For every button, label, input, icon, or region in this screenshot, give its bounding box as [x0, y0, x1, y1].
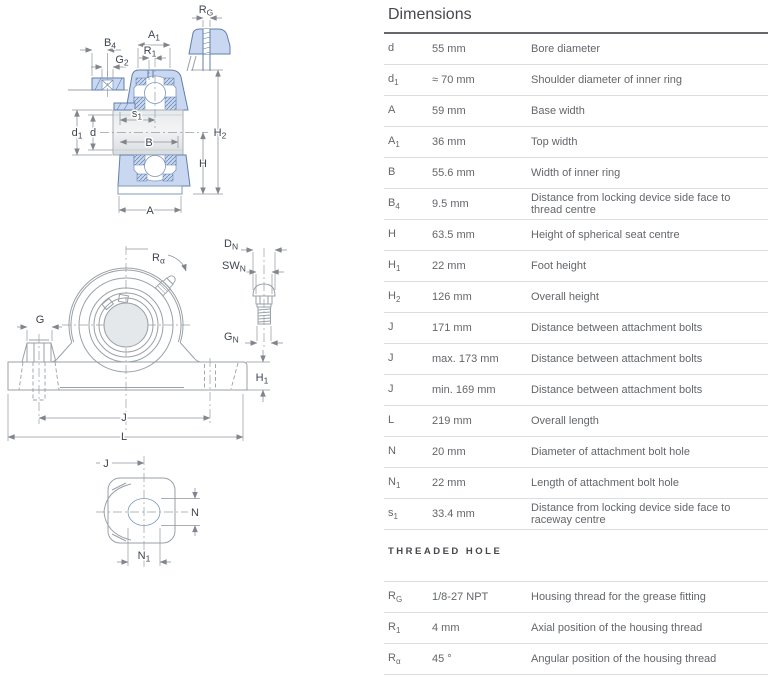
dim-label-g2: $G_2$ [115, 54, 129, 68]
symbol-cell: J [388, 351, 394, 364]
dim-label-d: d [89, 127, 97, 139]
table-row [384, 313, 768, 344]
dim-label-n: N [191, 507, 199, 519]
description-cell: Overall height [531, 291, 599, 303]
description-cell: Overall length [531, 415, 599, 427]
symbol-cell: $H_2$ [388, 289, 401, 305]
symbol-cell: H [388, 227, 396, 240]
dim-label-j-foot: J [103, 458, 109, 470]
table-row [384, 127, 768, 158]
table-row [384, 282, 768, 313]
threaded-hole-rows [384, 582, 768, 675]
dim-label-a: A [146, 205, 154, 217]
symbol-cell: J [388, 320, 394, 333]
table-row [384, 344, 768, 375]
symbol-cell: B [388, 165, 396, 178]
description-cell: Distance between attachment bolts [531, 384, 703, 396]
description-cell: Distance from locking device side face to raceway centre [531, 502, 731, 526]
description-cell: Length of attachment bolt hole [531, 477, 679, 489]
table-row [384, 437, 768, 468]
foot-view-drawing [96, 456, 200, 568]
table-row [384, 468, 768, 499]
grease-fitting-detail [222, 238, 287, 350]
table-row [384, 375, 768, 406]
description-cell: Bore diameter [531, 43, 601, 55]
symbol-cell: $R_1$ [388, 620, 401, 636]
symbol-cell: $R_G$ [388, 589, 403, 605]
table-row [384, 158, 768, 189]
value-cell: 63.5 mm [432, 229, 475, 241]
description-cell: Diameter of attachment bolt hole [531, 446, 690, 458]
dim-label-dn: $D_N$ [224, 238, 239, 252]
symbol-cell: N [388, 444, 396, 457]
value-cell: 55.6 mm [432, 167, 475, 179]
front-view-drawing [8, 238, 287, 443]
value-cell: 9.5 mm [432, 198, 469, 210]
description-cell: Top width [531, 136, 578, 148]
description-cell: Angular position of the housing thread [531, 653, 717, 665]
symbol-cell: J [388, 382, 394, 395]
dim-label-s1: $s_1$ [131, 108, 143, 122]
table-row [384, 189, 768, 220]
technical-drawings [0, 0, 384, 677]
description-cell: Housing thread for the grease fitting [531, 591, 706, 603]
table-row [384, 34, 768, 65]
description-cell: Distance between attachment bolts [531, 322, 703, 334]
symbol-cell: L [388, 413, 395, 426]
cross-section-drawing [68, 4, 230, 217]
table-row [384, 613, 768, 644]
dim-label-b: B [145, 137, 153, 149]
value-cell: 4 mm [432, 622, 460, 634]
symbol-cell: $d_1$ [388, 72, 399, 88]
dim-label-rg: $R_G$ [198, 4, 214, 18]
description-cell: Height of spherical seat centre [531, 229, 680, 241]
dim-label-b4: $B_4$ [103, 37, 117, 51]
dim-label-d1: $d_1$ [71, 127, 83, 141]
value-cell: 20 mm [432, 446, 466, 458]
dim-label-a1: $A_1$ [147, 29, 161, 43]
dimensions-panel [384, 0, 768, 677]
dim-label-ralpha: $R_\alpha$ [152, 252, 165, 266]
bearing-drawing-svg [0, 0, 384, 677]
value-cell: 45 ° [432, 653, 452, 665]
dim-label-h1: $H_1$ [255, 372, 269, 386]
table-row [384, 406, 768, 437]
dim-label-l: L [120, 431, 128, 443]
value-cell: 219 mm [432, 415, 472, 427]
description-cell: Base width [531, 105, 585, 117]
table-row [384, 582, 768, 613]
description-cell: Axial position of the housing thread [531, 622, 703, 634]
value-cell: 59 mm [432, 105, 466, 117]
value-cell: min. 169 mm [432, 384, 496, 396]
description-cell: Distance between attachment bolts [531, 353, 703, 365]
table-row [384, 251, 768, 282]
dim-label-swn: $SW_N$ [222, 260, 246, 274]
symbol-cell: A [388, 103, 396, 116]
dim-label-h2: $H_2$ [213, 127, 227, 141]
value-cell: 171 mm [432, 322, 472, 334]
symbol-cell: $R_\alpha$ [388, 651, 401, 667]
dim-label-n1: $N_1$ [137, 550, 151, 564]
table-row [384, 220, 768, 251]
dim-label-j-front: J [121, 412, 127, 424]
symbol-cell: d [388, 41, 395, 54]
description-cell: Shoulder diameter of inner ring [531, 74, 683, 86]
dim-label-h: H [199, 158, 207, 170]
dimensions-rows [384, 34, 768, 530]
threaded-hole-section-title: THREADED HOLE [388, 546, 503, 557]
table-row [384, 644, 768, 675]
value-cell: 36 mm [432, 136, 466, 148]
symbol-cell: $A_1$ [388, 134, 400, 150]
description-cell: Distance from locking device side face to thread centre [531, 192, 731, 216]
symbol-cell: $N_1$ [388, 475, 401, 491]
symbol-cell: $B_4$ [388, 196, 400, 212]
value-cell: 55 mm [432, 43, 466, 55]
table-row [384, 96, 768, 127]
page-title: Dimensions [388, 6, 472, 23]
value-cell: 22 mm [432, 477, 466, 489]
description-cell: Foot height [531, 260, 587, 272]
table-row [384, 499, 768, 530]
description-cell: Width of inner ring [531, 167, 621, 179]
dim-label-g: G [35, 314, 45, 326]
value-cell: 126 mm [432, 291, 472, 303]
value-cell: 1/8-27 NPT [432, 591, 489, 603]
symbol-cell: $s_1$ [388, 506, 398, 522]
value-cell: max. 173 mm [432, 353, 499, 365]
value-cell: ≈ 70 mm [432, 74, 475, 86]
value-cell: 33.4 mm [432, 508, 475, 520]
dim-label-gn: $G_N$ [224, 331, 239, 345]
dim-label-r1: $R_1$ [143, 45, 157, 59]
symbol-cell: $H_1$ [388, 258, 401, 274]
table-row [384, 65, 768, 96]
value-cell: 22 mm [432, 260, 466, 272]
